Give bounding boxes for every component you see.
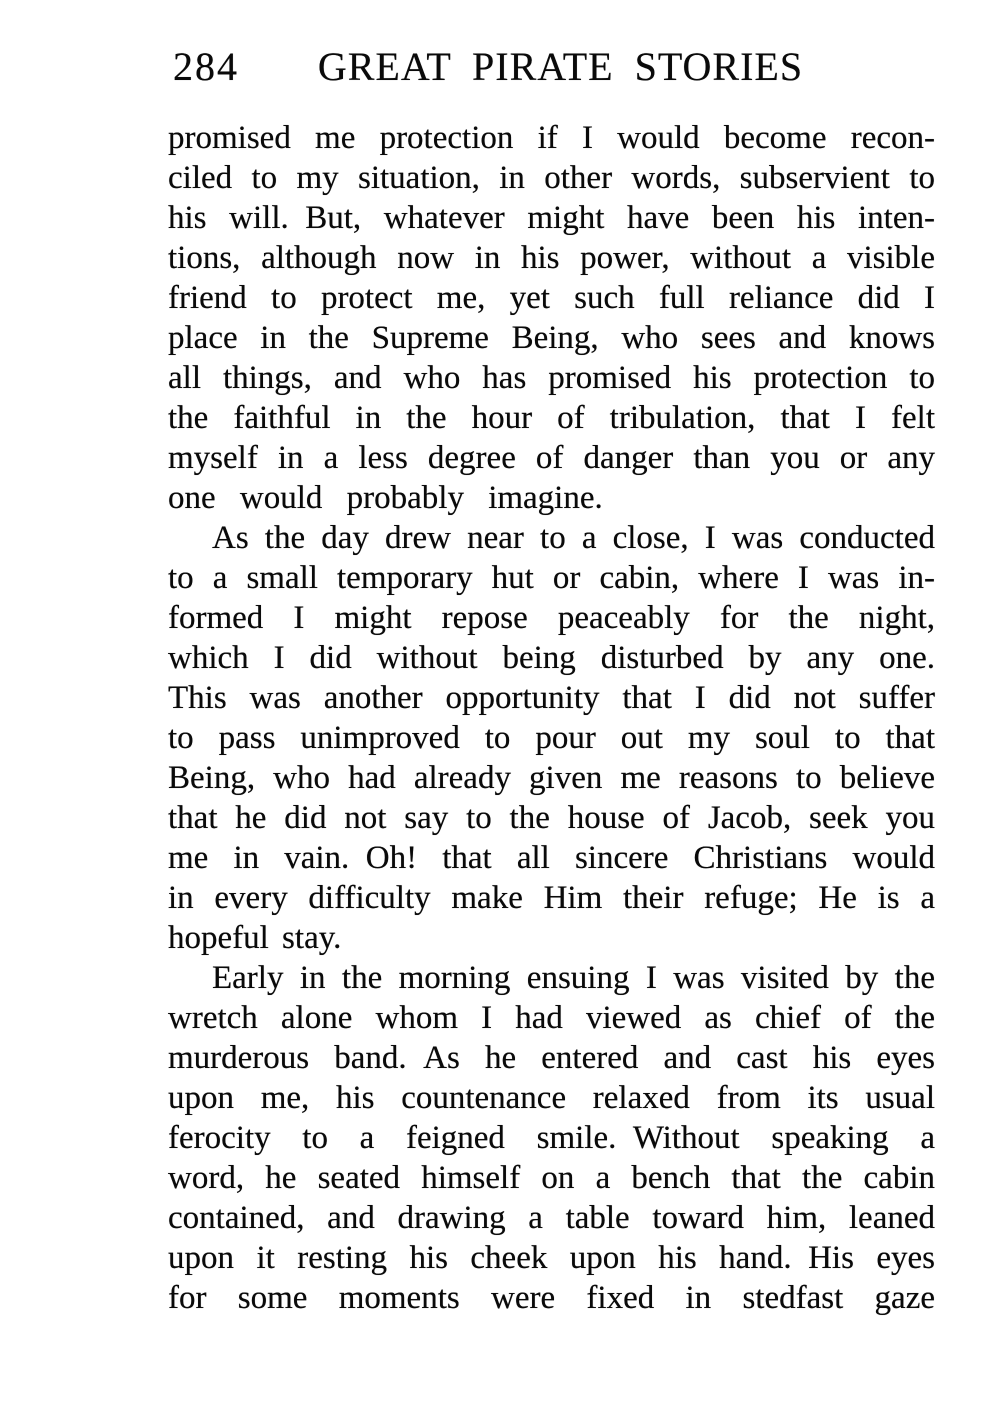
running-title: GREAT PIRATE STORIES	[317, 44, 804, 89]
text-line: formed I might repose peaceably for the night,	[168, 600, 935, 636]
text-line: his will. But, whatever might have been his inten-	[168, 200, 935, 236]
text-line: As the day drew near to a close, I was conducted	[212, 520, 935, 556]
text-line: in every difficulty make Him their refuge; He is a	[168, 880, 935, 916]
text-line: tions, although now in his power, without a visible	[168, 240, 935, 276]
text-line: to a small temporary hut or cabin, where I was in-	[168, 560, 935, 596]
text-line: hopeful stay.	[168, 920, 342, 956]
text-line: which I did without being disturbed by any one.	[168, 640, 935, 676]
text-line: upon me, his countenance relaxed from its usual	[168, 1080, 935, 1116]
text-line: murderous band. As he entered and cast his eyes	[168, 1040, 935, 1076]
text-line: contained, and drawing a table toward him, leaned	[168, 1200, 935, 1236]
text-line: This was another opportunity that I did not suffer	[168, 680, 935, 716]
text-line: promised me protection if I would become recon-	[168, 120, 935, 156]
text-line: friend to protect me, yet such full reliance did I	[168, 280, 935, 316]
page-header	[168, 44, 935, 89]
text-line: ciled to my situation, in other words, subservient to	[168, 160, 935, 196]
text-line: place in the Supreme Being, who sees and knows	[168, 320, 935, 356]
text-line: word, he seated himself on a bench that the cabin	[168, 1160, 935, 1196]
text-line: wretch alone whom I had viewed as chief of the	[168, 1000, 935, 1036]
text-line: upon it resting his cheek upon his hand. His eyes	[168, 1240, 935, 1276]
text-line: me in vain. Oh! that all sincere Christians would	[168, 840, 935, 876]
page-number: 284	[173, 44, 239, 89]
text-line: one would probably imagine.	[168, 480, 603, 516]
text-line: to pass unimproved to pour out my soul to that	[168, 720, 935, 756]
body-text	[168, 118, 935, 1318]
text-line: Being, who had already given me reasons to believe	[168, 760, 935, 796]
text-line: that he did not say to the house of Jacob, seek you	[168, 800, 935, 836]
text-line: myself in a less degree of danger than you or any	[168, 440, 935, 476]
text-line: ferocity to a feigned smile. Without speaking a	[168, 1120, 935, 1156]
text-line: Early in the morning ensuing I was visited by the	[212, 960, 935, 996]
text-line: the faithful in the hour of tribulation, that I felt	[168, 400, 935, 436]
text-line: all things, and who has promised his protection to	[168, 360, 935, 396]
text-line: for some moments were fixed in stedfast gaze	[168, 1280, 935, 1316]
